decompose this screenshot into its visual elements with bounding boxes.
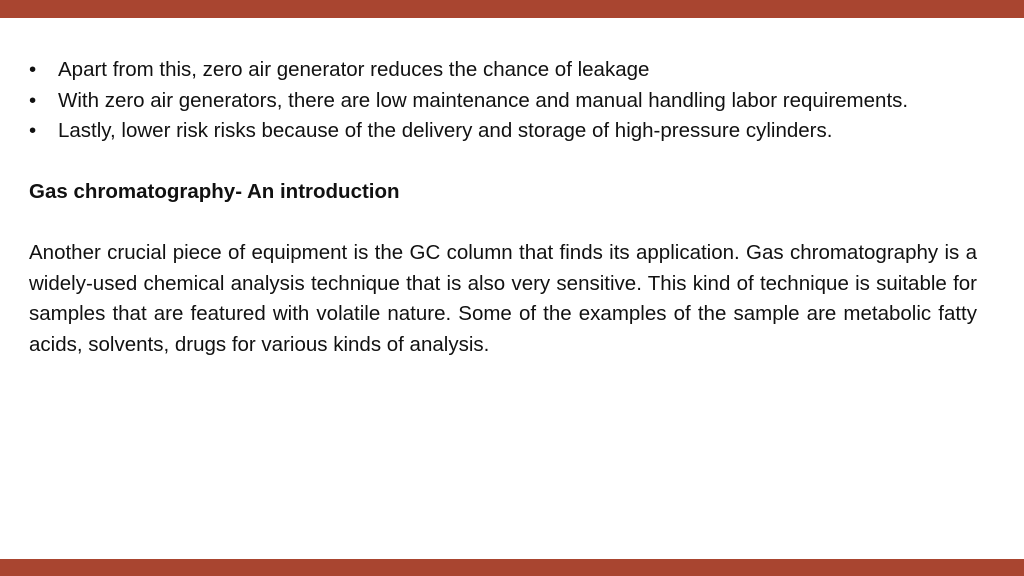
bullet-text: Lastly, lower risk risks because of the delivery and storage of high-pressure cylinders.: [58, 119, 833, 142]
section-paragraph: Another crucial piece of equipment is the GC column that finds its application. Gas chromatography is a widely-used chemical analysis technique that is also very sensitive. This kind of technique is suitable for samples that are featured with volatile nature. Some of the examples of the sample are metabolic fatty acids, solvents, drugs for various kinds of analysis.: [29, 241, 977, 356]
list-item: [29, 116, 977, 147]
top-accent-bar: [0, 0, 1024, 18]
section-heading: Gas chromatography- An introduction: [29, 180, 400, 203]
spacer: [29, 147, 977, 178]
bullet-icon: •: [29, 88, 37, 112]
bullet-text: Apart from this, zero air generator reduces the chance of leakage: [58, 58, 650, 81]
list-item: [29, 86, 977, 117]
bullet-text: With zero air generators, there are low maintenance and manual handling labor requirements.: [58, 88, 909, 112]
slide-content: [29, 55, 977, 360]
bullet-icon: •: [29, 58, 37, 81]
list-item: [29, 55, 977, 86]
bullet-icon: •: [29, 119, 37, 142]
bottom-accent-bar: [0, 559, 1024, 576]
spacer: [29, 208, 977, 239]
bullet-list: [29, 55, 977, 147]
